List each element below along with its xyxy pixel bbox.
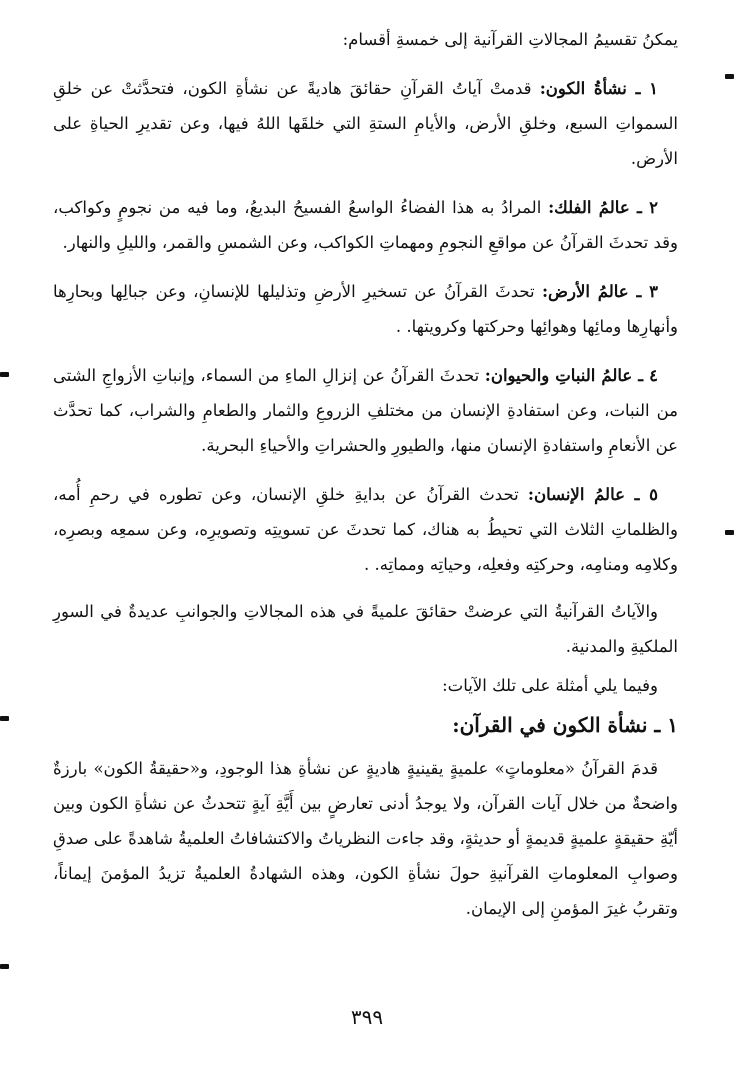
category-text-3: تحدثَ القرآنُ عن تسخيرِ الأرضِ وتذليلها للإنسانِ، وعن جبالِها وبحارِها وأنهارِها ومائِها وهوائِها وحركتها وكرويتها. .	[53, 282, 678, 336]
closing-paragraph: والآياتُ القرآنيةُ التي عرضتْ حقائقَ علميةً في هذه المجالاتِ والجوانبِ عديدةٌ في السورِ الملكيةِ والمدنية.	[53, 602, 678, 656]
margin-mark	[0, 372, 9, 377]
section-body-paragraph: قدمَ القرآنُ «معلوماتٍ» علميةٍ يقينيةٍ هاديةٍ عن نشأةِ هذا الوجودِ، و«حقيقةُ الكون» بارزةٌ واضحةٌ من خلال آيات القرآن، ولا يوجدُ أدنى تعارضٍ بين أَيَّةِ آيةٍ تتحدثُ عن نشأةِ الكون وبين أيّةِ حقيقةٍ علميةٍ قديمةٍ أو حديثةٍ، وقد جاءت النظرياتُ والاكتشافاتُ العلميةُ شاهدةً على صدقِ وصوابِ المعلوماتِ القرآنيةِ حولَ نشأةِ الكون، وهذه الشهادةُ العلميةُ تزيدُ المؤمنَ إيماناً، وتقربُ غيرَ المؤمنِ إلى الإيمان.	[53, 759, 678, 918]
category-term-2: ٢ ـ عالمُ الفلك:	[548, 198, 658, 217]
page-number: ٣٩٩	[350, 1005, 384, 1029]
section-heading: ١ ـ نشأة الكون في القرآن:	[452, 713, 678, 737]
category-term-5: ٥ ـ عالمُ الإنسان:	[527, 485, 658, 504]
category-item-1	[53, 71, 678, 176]
examples-lead: وفيما يلي أمثلة على تلك الآيات:	[442, 676, 658, 695]
page-body	[53, 22, 678, 926]
intro-paragraph: يمكنُ تقسيمُ المجالاتِ القرآنية إلى خمسةِ أقسام:	[342, 30, 678, 49]
margin-mark	[0, 964, 9, 969]
category-text-4: تحدثَ القرآنُ عن إنزالِ الماءِ من السماء، وإنباتِ الأزواجِ الشتى من النبات، وعن استفادةِ الإنسان من مختلفِ الزروعِ والثمار والطعامِ والشراب، كما تحدَّث عن الأنعامِ واستفادةِ الإنسان منها، والطيورِ والحشراتِ والأحياءِ البحرية.	[53, 366, 678, 455]
category-item-3	[53, 274, 678, 344]
margin-mark	[0, 716, 9, 721]
category-text-2: المرادُ به هذا الفضاءُ الواسعُ الفسيحُ البديعُ، وما فيه من نجومٍ وكواكب، وقد تحدثَ القرآنُ عن مواقعِ النجومِ ومهماتِ الكواكب، وعن الشمسِ والقمر، والليلِ والنهار.	[53, 198, 678, 252]
category-term-4: ٤ ـ عالمُ النباتِ والحيوان:	[484, 366, 658, 385]
category-text-1: قدمتْ آياتُ القرآنِ حقائقَ هاديةً عن نشأةِ الكون، فتحدَّثتْ عن خلقِ السمواتِ السبع، وخلقِ الأرض، والأيامِ الستةِ التي خلقَها اللهُ فيها، وعن تقديرِ الحياةِ على الأرض.	[53, 79, 678, 168]
category-term-3: ٣ ـ عالمُ الأرض:	[541, 282, 658, 301]
category-item-5	[53, 477, 678, 582]
margin-mark	[725, 74, 734, 79]
category-item-4	[53, 358, 678, 463]
category-item-2	[53, 190, 678, 260]
category-term-1: ١ ـ نشأةُ الكون:	[539, 79, 658, 98]
margin-mark	[725, 530, 734, 535]
category-text-5: تحدث القرآنُ عن بدايةِ خلقِ الإنسان، وعن تطوره في رحمِ أُمه، والظلماتِ الثلاث التي تحيطُ به هناك، كما تحدثَ عن تسويتِه وتصويرِه، وعن سمعِه وبصرِه، وكلامِه ومنامِه، وحركتِه وفعلِه، وحياتِه ومماتِه. .	[53, 485, 678, 574]
